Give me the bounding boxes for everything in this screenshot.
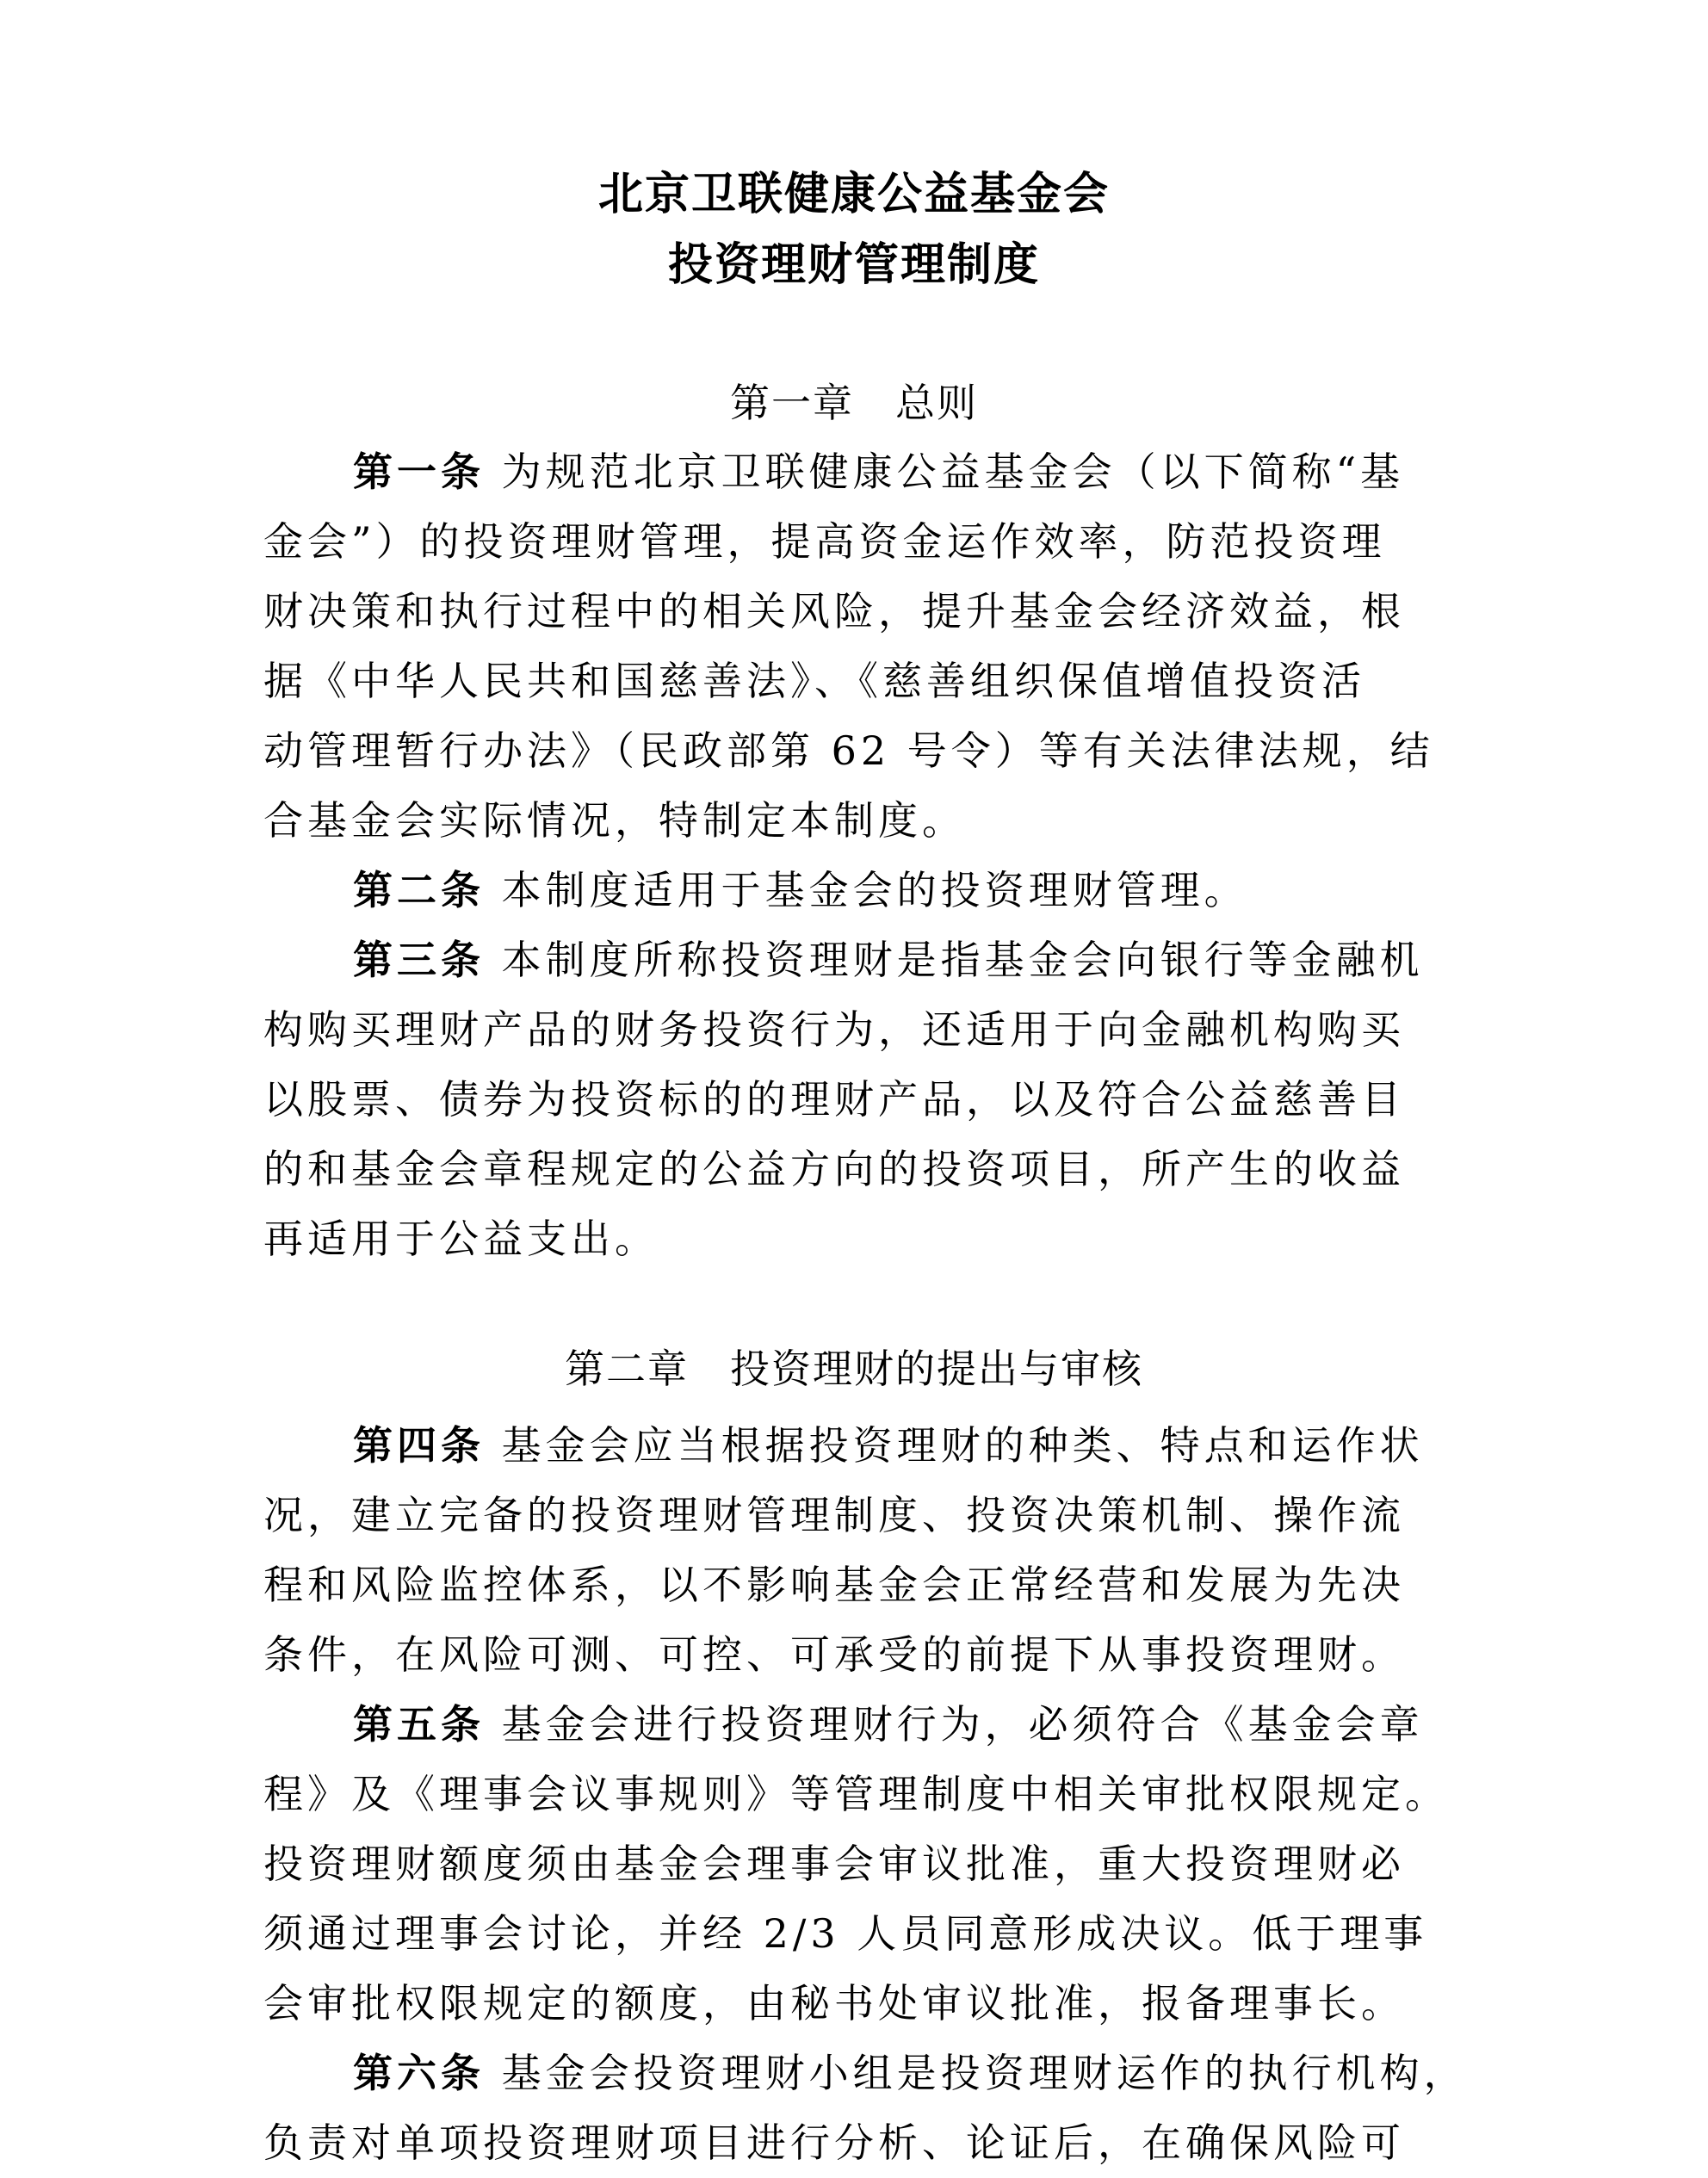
article-text: 本制度所称投资理财是指基金会向银行等金融机 xyxy=(485,937,1424,983)
article-line: 财决策和执行过程中的相关风险，提升基金会经济效益，根 xyxy=(263,588,1405,634)
article-1 xyxy=(263,437,1460,856)
article-text: 本制度适用于基金会的投资理财管理。 xyxy=(485,867,1248,913)
article-line: 须通过理事会讨论，并经 2/3 人员同意形成决议。低于理事 xyxy=(263,1910,1428,1957)
article-line: 负责对单项投资理财项目进行分析、论证后，在确保风险可 xyxy=(263,2119,1405,2166)
article-6 xyxy=(263,2039,1468,2178)
article-first-line xyxy=(263,1411,1460,1481)
article-line: 金会”）的投资理财管理，提高资金运作效率，防范投资理 xyxy=(263,518,1386,565)
article-5 xyxy=(263,1690,1460,2039)
document-title: 北京卫联健康公益基金会 xyxy=(597,168,1110,220)
article-line: 动管理暂行办法》（民政部第 62 号令）等有关法律法规，结 xyxy=(263,727,1434,774)
article-label: 第三条 xyxy=(353,937,485,983)
article-first-line xyxy=(263,2039,1468,2108)
article-label: 第一条 xyxy=(353,449,485,495)
article-first-line xyxy=(263,1690,1460,1760)
article-line: 合基金会实际情况，特制定本制度。 xyxy=(263,797,966,844)
article-first-line xyxy=(263,856,1460,925)
article-first-line xyxy=(263,925,1460,995)
article-line: 构购买理财产品的财务投资行为，还适用于向金融机构购买 xyxy=(263,1006,1405,1053)
article-text: 基金会投资理财小组是投资理财运作的执行机构， xyxy=(485,2050,1468,2096)
article-4 xyxy=(263,1411,1460,1690)
chapter-heading-1: 第一章 总则 xyxy=(730,380,978,426)
article-line: 条件，在风险可测、可控、可承受的前提下从事投资理财。 xyxy=(263,1631,1405,1678)
article-text: 为规范北京卫联健康公益基金会（以下简称“基 xyxy=(485,449,1405,495)
article-label: 第五条 xyxy=(353,1701,485,1748)
article-label: 第六条 xyxy=(353,2050,485,2096)
document-subtitle: 投资理财管理制度 xyxy=(667,238,1040,291)
article-line: 程和风险监控体系，以不影响基金会正常经营和发展为先决 xyxy=(263,1562,1405,1608)
article-first-line xyxy=(263,437,1460,507)
article-line: 以股票、债券为投资标的的理财产品，以及符合公益慈善目 xyxy=(263,1076,1405,1123)
article-label: 第二条 xyxy=(353,867,485,913)
article-line: 据《中华人民共和国慈善法》、《慈善组织保值增值投资活 xyxy=(263,658,1365,704)
article-line: 的和基金会章程规定的公益方向的投资项目，所产生的收益 xyxy=(263,1146,1405,1192)
article-line: 会审批权限规定的额度，由秘书处审议批准，报备理事长。 xyxy=(263,1980,1405,2026)
chapter-heading-2: 第二章 投资理财的提出与审核 xyxy=(565,1346,1143,1392)
article-2 xyxy=(263,856,1460,925)
article-label: 第四条 xyxy=(353,1422,485,1469)
article-line: 投资理财额度须由基金会理事会审议批准，重大投资理财必 xyxy=(263,1841,1405,1887)
article-line: 况，建立完备的投资理财管理制度、投资决策机制、操作流 xyxy=(263,1492,1405,1538)
article-text: 基金会应当根据投资理财的种类、特点和运作状 xyxy=(485,1422,1424,1469)
article-line: 再适用于公益支出。 xyxy=(263,1216,659,1262)
article-text: 基金会进行投资理财行为，必须符合《基金会章 xyxy=(485,1701,1424,1748)
article-line: 程》及《理事会议事规则》等管理制度中相关审批权限规定。 xyxy=(263,1771,1449,1817)
article-3 xyxy=(263,925,1460,1274)
